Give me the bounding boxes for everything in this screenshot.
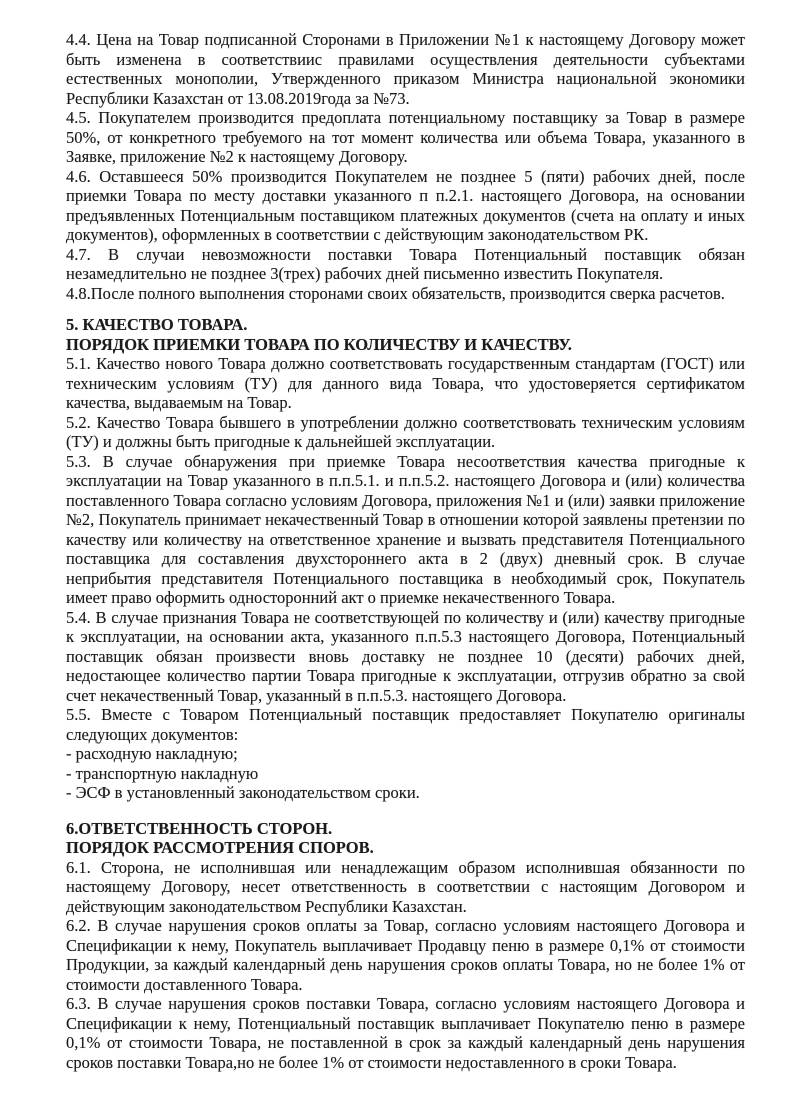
paragraph-5-3: 5.3. В случае обнаружения при приемке Товара несоответствия качества пригодные к эксплуатации на Товар указанного в п.п.5.1. и п.п.5.2. настоящего Договора и (или) количества поставленного Товара согласно условиям Договора, приложения №1 и (или) заявки приложение №2, Покупатель принимает некачественный Товар в отношении которой заявлены претензии по качеству или количеству на ответственное хранение и вызвать представителя Потенциального поставщика для составления двухстороннего акта в 2 (двух) дневный срок. В случае неприбытия представителя Потенциального поставщика в необходимый срок, Покупатель имеет право оформить односторонний акт о приемке некачественного Товара. xyxy=(66,451,745,607)
document-list-item-transportnaya: - транспортную накладную xyxy=(66,763,259,783)
paragraph-5-5: 5.5. Вместе с Товаром Потенциальный поставщик предоставляет Покупателю оригиналы следующих документов: xyxy=(66,705,745,744)
paragraph-5-2: 5.2. Качество Товара бывшего в употреблении должно соответствовать техническим условиям (ТУ) и должны быть пригодные к дальнейшей эксплуатации. xyxy=(66,412,745,451)
section-6-heading-line-1: 6.ОТВЕТСТВЕННОСТЬ СТОРОН. xyxy=(66,818,333,838)
paragraph-6-1: 6.1. Сторона, не исполнившая или ненадлежащим образом исполнившая обязанности по настоящему Договору, несет ответственность в соответствии с настоящим Договором и действующим законодательством Республики Казахстан. xyxy=(66,857,745,916)
section-6-heading-line-2: ПОРЯДОК РАССМОТРЕНИЯ СПОРОВ. xyxy=(66,838,374,857)
section-5-heading-line-2: ПОРЯДОК ПРИЕМКИ ТОВАРА ПО КОЛИЧЕСТВУ И КАЧЕСТВУ. xyxy=(66,334,572,354)
paragraph-6-3: 6.3. В случае нарушения сроков поставки Товара, согласно условиям настоящего Договора и Спецификации к нему, Потенциальный поставщик выплачивает Покупателю пеню в размере 0,1% от стоимости Товара, не поставленной в срок за каждый календарный день нарушения сроков поставки Товара,но не более 1% от стоимости недоставленного в сроки Товара. xyxy=(66,994,745,1072)
paragraph-4-8: 4.8.После полного выполнения сторонами своих обязательств, производится сверка расчетов. xyxy=(66,283,725,303)
document-list-item-raskhodnaya: - расходную накладную; xyxy=(66,744,238,763)
paragraph-4-4: 4.4. Цена на Товар подписанной Сторонами в Приложении №1 к настоящему Договору может быть изменена в соответствиис правилами осуществления деятельности субъектами естественных монополии, Утвержденного приказом Министра национальной экономики Республики Казахстан от 13.08.2019года за №73. xyxy=(66,30,745,108)
paragraph-6-2: 6.2. В случае нарушения сроков оплаты за Товар, согласно условиям настоящего Договора и Спецификации к нему, Покупатель выплачивает Продавцу пеню в размере 0,1% от стоимости Продукции, за каждый календарный день нарушения сроков оплаты Товара, но не более 1% от стоимости доставленного Товара. xyxy=(66,916,745,994)
section-5-heading-line-1: 5. КАЧЕСТВО ТОВАРА. xyxy=(66,315,248,334)
paragraph-5-1: 5.1. Качество нового Товара должно соответствовать государственным стандартам (ГОСТ) или техническим условиям (ТУ) для данного вида Товара, что удостоверяется сертификатом качества, выдаваемым на Товар. xyxy=(66,354,745,412)
paragraph-5-4: 5.4. В случае признания Товара не соответствующей по количеству и (или) качеству пригодные к эксплуатации, на основании акта, указанного п.п.5.3 настоящего Договора, Потенциальный поставщик обязан произвести вновь доставку не позднее 10 (десяти) рабочих дней, недостающее количество партии Товара пригодные к эксплуатации, отгрузив обратно за свой счет некачественный Товар, указанный в п.п.5.3. настоящего Договора. xyxy=(66,607,745,705)
document-list-item-esf: - ЭСФ в установленный законодательством сроки. xyxy=(66,783,420,802)
contract-text-block xyxy=(66,30,745,1072)
paragraph-4-6: 4.6. Оставшееся 50% производится Покупателем не позднее 5 (пяти) рабочих дней, после приемки Товара по месту доставки указанного п п.2.1. настоящего Договора, на основании предъявленных Потенциальным поставщиком платежных документов (счета на оплату и иных документов), оформленных в соответствии с действующим законодательством РК. xyxy=(66,166,745,244)
paragraph-4-5: 4.5. Покупателем производится предоплата потенциальному поставщику за Товар в размере 50%, от конкретного требуемого на тот момент количества или объема Товара, указанного в Заявке, приложение №2 к настоящему Договору. xyxy=(66,108,745,166)
paragraph-4-7: 4.7. В случаи невозможности поставки Товара Потенциальный поставщик обязан незамедлительно не позднее 3(трех) рабочих дней письменно известить Покупателя. xyxy=(66,244,745,283)
